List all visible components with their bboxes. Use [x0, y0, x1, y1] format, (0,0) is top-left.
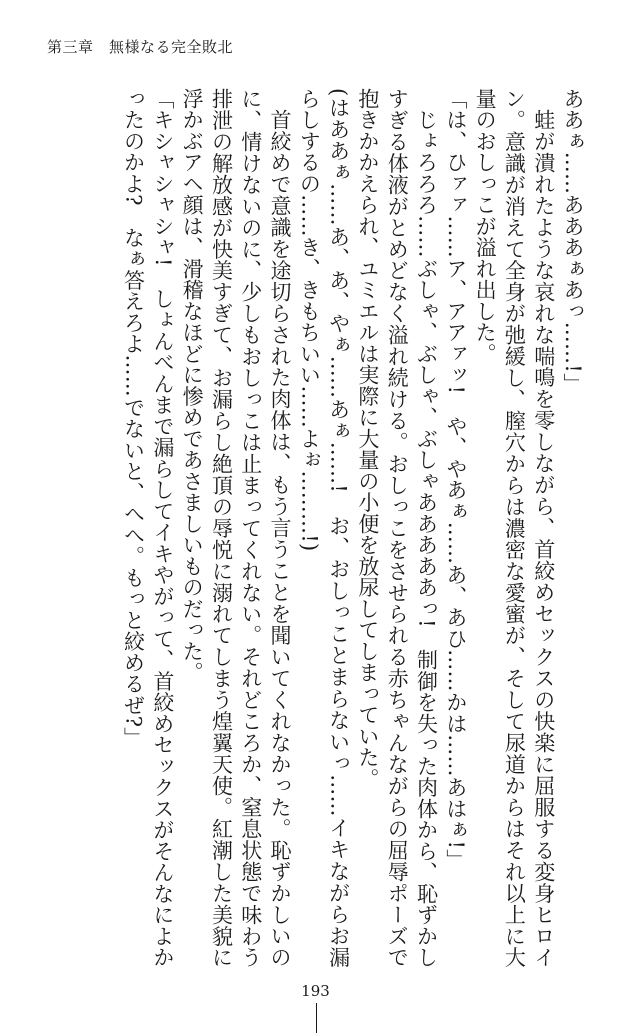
page-number-rule — [316, 1003, 317, 1033]
page-number: 193 — [301, 982, 330, 1000]
paragraph: じょろろろ……ぶしゃ、ぶしゃ、ぶしゃあああああっ! 制御を失った肉体から、恥ずかしすぎる体液がとめどなく溢れ続ける。おしっこをさせられる赤ちゃんながらの屈辱ポーズで抱きかかえられ、ユミエルは実際に大量の小便を放尿してしまっていた。 — [355, 88, 439, 968]
paragraph: 「キシャシャシャ! しょんべんまで漏らしてイキやがって、首絞めセックスがそんなによかったのかよ? なぁ答えろよ……でないと、へへ。もっと絞めるぜ?」 — [121, 88, 175, 968]
paragraph: 「は、ひァァ……ア、アアァッ! や、やあぁ……あ、あひ……かは……あはぁ!」 — [443, 88, 468, 871]
vertical-body-text — [57, 88, 587, 968]
paragraph: (はああぁ……あ、あ、やぁ……あぁ……! お、おしっことまらないっ……イキながらお漏らしするの……き、きもちいい……よぉ………!) — [297, 88, 351, 968]
running-head-chapter-title: 第三章 無様なる完全敗北 — [47, 38, 234, 56]
paragraph: 首絞めで意識を途切らされた肉体は、もう言うことを聞いてくれなかった。恥ずかしいのに、情けないのに、少しもおしっこは止まってくれない。それどころか、窒息状態で味わう排泄の解放感が快美すぎて、お漏らし絶頂の辱悦に溺れてしまう煌翼天使。紅潮した美貌に浮かぶアヘ顔は、滑稽なほどに惨めであさましいものだった。 — [180, 88, 293, 968]
paragraph: ああぁ……あああぁあっ……!」 — [561, 88, 585, 395]
paragraph: 蛙が潰れたような哀れな喘鳴を零しながら、首絞めセックスの快楽に屈服する変身ヒロイン。意識が消えて全身が弛緩し、膣穴からは濃密な愛蜜が、そして尿道からはそれ以上に大量のおしっこが溢れ出した。 — [473, 88, 556, 968]
